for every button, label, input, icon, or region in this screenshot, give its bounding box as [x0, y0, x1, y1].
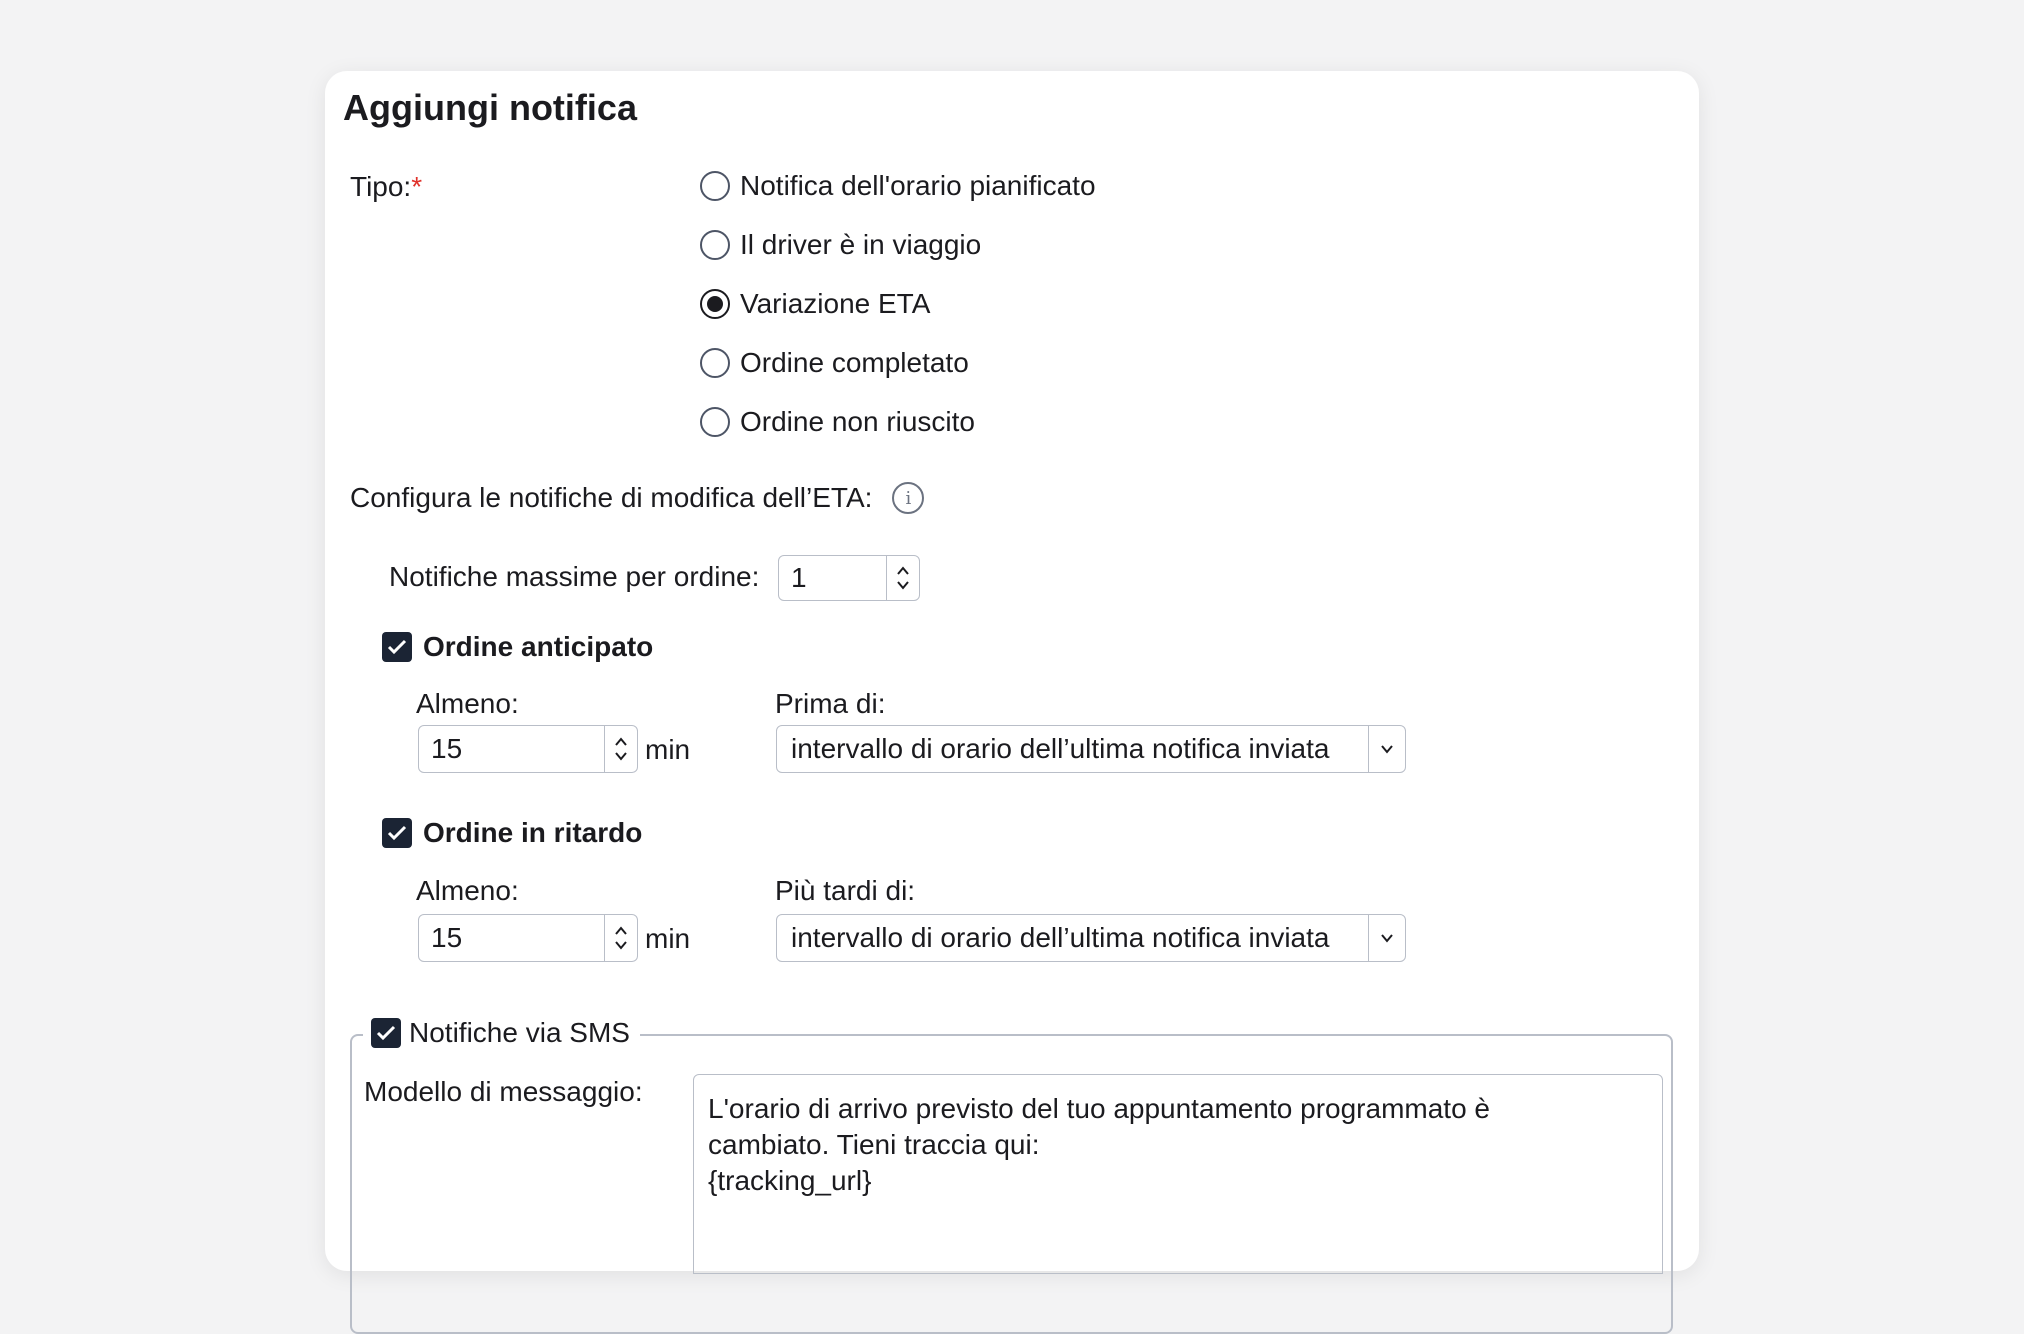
message-template-textarea[interactable]: L'orario di arrivo previsto del tuo appuntamento programmato è cambiato. Tieni traccia qui: {tracking_url} — [693, 1074, 1663, 1274]
chevron-down-icon[interactable] — [894, 578, 912, 592]
radio-label: Ordine non riuscito — [740, 406, 976, 437]
max-notifications-stepper[interactable] — [778, 555, 920, 601]
chevron-up-icon[interactable] — [894, 564, 912, 578]
early-minutes-stepper[interactable] — [418, 725, 638, 773]
late-unit-label: min — [645, 923, 691, 954]
before-label: Prima di: — [775, 688, 886, 719]
radio-driver-en-route[interactable] — [700, 229, 981, 261]
radio-icon[interactable] — [700, 407, 730, 437]
early-at-least-label: Almeno: — [416, 688, 519, 719]
late-at-least-label: Almeno: — [416, 875, 519, 906]
radio-scheduled-time[interactable] — [700, 170, 1096, 202]
type-label — [350, 171, 422, 203]
required-mark: * — [411, 171, 423, 202]
dialog-title: Aggiungi notifica — [343, 87, 637, 128]
radio-icon[interactable] — [700, 230, 730, 260]
late-order-checkbox-row[interactable] — [382, 817, 642, 849]
radio-icon[interactable] — [700, 348, 730, 378]
select-button[interactable] — [1368, 726, 1405, 772]
stepper-arrows[interactable] — [886, 556, 919, 600]
radio-label: Variazione ETA — [740, 288, 931, 319]
add-notification-dialog — [325, 71, 1699, 1271]
checkmark-icon — [386, 638, 408, 656]
radio-selected-icon[interactable] — [700, 289, 730, 319]
sms-label: Notifiche via SMS — [409, 1017, 630, 1048]
chevron-up-icon[interactable] — [612, 924, 630, 938]
early-order-label: Ordine anticipato — [423, 631, 654, 662]
early-order-checkbox-row[interactable] — [382, 631, 653, 663]
select-button[interactable] — [1368, 915, 1405, 961]
checkmark-icon — [386, 824, 408, 842]
early-minutes-value[interactable]: 15 — [431, 733, 463, 764]
max-notifications-value[interactable]: 1 — [791, 562, 807, 593]
radio-label: Il driver è in viaggio — [740, 229, 982, 260]
eta-config-label: Configura le notifiche di modifica dell’ETA: — [350, 482, 873, 513]
radio-icon[interactable] — [700, 171, 730, 201]
before-select-value[interactable]: intervallo di orario dell’ultima notifica inviata — [791, 733, 1330, 764]
checkmark-icon — [375, 1024, 397, 1042]
after-select-value[interactable]: intervallo di orario dell’ultima notifica inviata — [791, 922, 1330, 953]
radio-order-completed[interactable] — [700, 347, 969, 379]
type-label-text: Tipo: — [350, 171, 412, 202]
message-template-label: Modello di messaggio: — [364, 1076, 643, 1107]
chevron-down-icon[interactable] — [1378, 931, 1396, 945]
chevron-down-icon[interactable] — [612, 749, 630, 763]
radio-label: Notifica dell'orario pianificato — [740, 170, 1096, 201]
sms-checkbox-row[interactable] — [363, 1017, 640, 1049]
info-icon[interactable] — [892, 482, 924, 514]
radio-order-failed[interactable] — [700, 406, 975, 438]
before-select[interactable] — [776, 725, 1406, 773]
late-order-label: Ordine in ritardo — [423, 817, 643, 848]
eta-config-row — [350, 482, 924, 514]
info-icon-glyph: i — [905, 487, 912, 509]
early-unit-label: min — [645, 734, 691, 765]
after-label: Più tardi di: — [775, 875, 916, 906]
stepper-arrows[interactable] — [604, 726, 637, 772]
radio-label: Ordine completato — [740, 347, 969, 378]
early-order-checkbox[interactable] — [382, 632, 412, 662]
late-minutes-value[interactable]: 15 — [431, 922, 463, 953]
sms-checkbox[interactable] — [371, 1018, 401, 1048]
after-select[interactable] — [776, 914, 1406, 962]
max-notifications-label: Notifiche massime per ordine: — [389, 561, 760, 592]
chevron-down-icon[interactable] — [1378, 742, 1396, 756]
chevron-down-icon[interactable] — [612, 938, 630, 952]
chevron-up-icon[interactable] — [612, 735, 630, 749]
stepper-arrows[interactable] — [604, 915, 637, 961]
late-minutes-stepper[interactable] — [418, 914, 638, 962]
radio-eta-change[interactable] — [700, 288, 930, 320]
late-order-checkbox[interactable] — [382, 818, 412, 848]
